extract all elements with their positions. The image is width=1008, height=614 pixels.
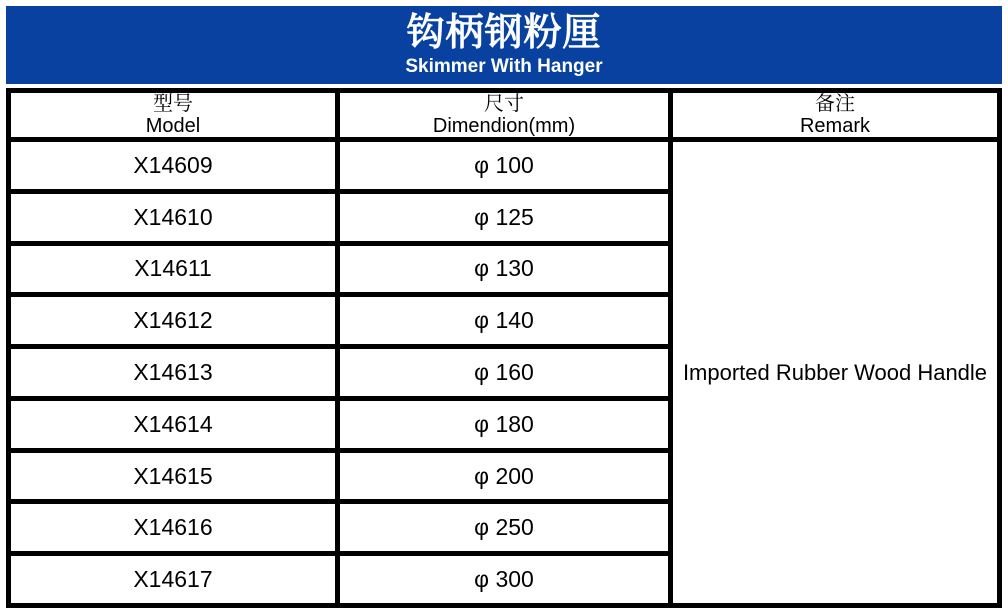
catalog-sheet [6, 6, 1002, 608]
banner [6, 6, 1002, 84]
model-cell: X14610 [11, 194, 335, 241]
dimension-cell: φ 160 [340, 349, 668, 396]
dimension-cell: φ 300 [340, 556, 668, 603]
model-cell: X14609 [11, 142, 335, 189]
product-table [6, 88, 1002, 608]
banner-title-english: Skimmer With Hanger [405, 56, 603, 77]
column-header-model-en: Model [145, 115, 201, 137]
model-cell: X14612 [11, 297, 335, 344]
model-cell: X14611 [11, 246, 335, 293]
column-header-model-zh: 型号 [153, 92, 193, 115]
dimension-cell: φ 100 [340, 142, 668, 189]
dimension-cell: φ 140 [340, 297, 668, 344]
column-header-dimension [340, 93, 668, 137]
model-cell: X14616 [11, 504, 335, 551]
dimension-cell: φ 125 [340, 194, 668, 241]
column-header-model [11, 93, 335, 137]
remark-cell: Imported Rubber Wood Handle [673, 142, 997, 603]
column-header-dimension-zh: 尺寸 [484, 92, 524, 115]
column-header-dimension-en: Dimendion(mm) [432, 115, 576, 137]
dimension-cell: φ 130 [340, 246, 668, 293]
column-header-remark [673, 93, 997, 137]
dimension-cell: φ 250 [340, 504, 668, 551]
model-cell: X14613 [11, 349, 335, 396]
column-header-remark-en: Remark [799, 115, 870, 137]
dimension-cell: φ 180 [340, 401, 668, 448]
model-cell: X14617 [11, 556, 335, 603]
dimension-cell: φ 200 [340, 453, 668, 500]
banner-title-chinese: 钩柄钢粉厘 [406, 12, 602, 54]
column-header-remark-zh: 备注 [815, 92, 855, 115]
model-cell: X14614 [11, 401, 335, 448]
model-cell: X14615 [11, 453, 335, 500]
